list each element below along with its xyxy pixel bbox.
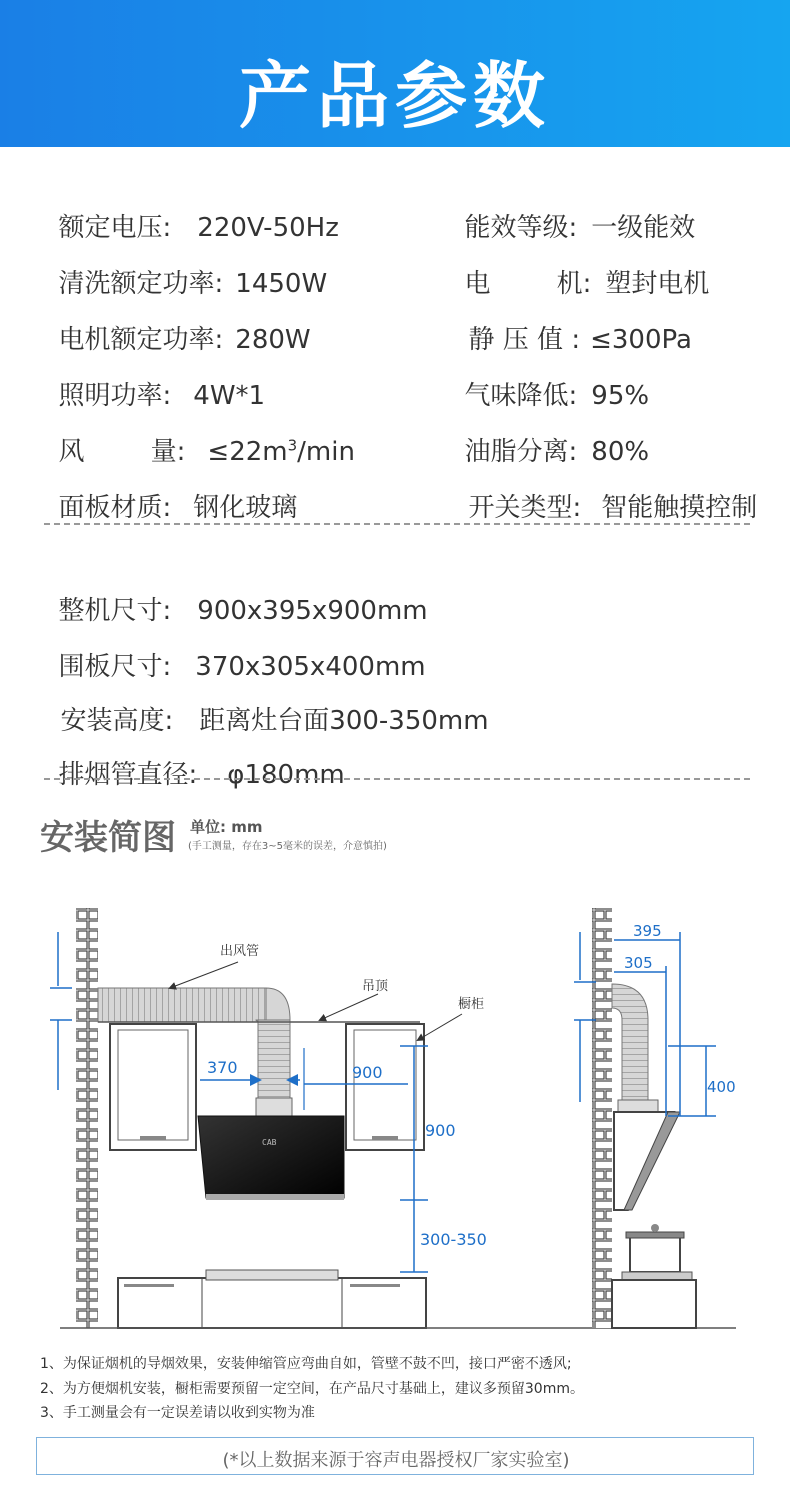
footer-text: (*以上数据来源于容声电器授权厂家实验室): [222, 1450, 570, 1471]
spec-label: 电机额定功率:: [58, 325, 224, 355]
spec-value: 塑封电机: [605, 269, 710, 299]
spec-label: 开关类型:: [468, 493, 582, 523]
range-hood: [198, 1116, 344, 1198]
dim-400-label: 400: [707, 1078, 736, 1096]
dim-370-label: 370: [207, 1058, 238, 1077]
note-3: 3、手工测量会有一定误差请以收到实物为准: [40, 1405, 315, 1421]
spec-value: 智能触摸控制: [601, 493, 758, 523]
hood-bottom-trim: [206, 1194, 344, 1200]
spec-label: 静 压 值 :: [468, 325, 581, 355]
spec-label: 电 机:: [464, 269, 592, 299]
spec-label: 能效等级:: [464, 213, 578, 243]
dim-pipe: [42, 724, 345, 791]
hose-horizontal: [98, 988, 266, 1022]
spec-panel: [42, 457, 297, 524]
page-title: 产品参数: [238, 54, 551, 138]
pot: [630, 1236, 680, 1272]
cabinet-handle: [140, 1136, 166, 1140]
side-brick-wall: [592, 908, 612, 1328]
side-stove: [622, 1272, 692, 1280]
dim-300-label: 300-350: [420, 1230, 487, 1249]
spec-value: 80%: [591, 437, 650, 467]
dim-395-label: 395: [633, 922, 662, 940]
cabinet-left: [110, 1024, 196, 1150]
spec-exponent: 3: [287, 436, 298, 455]
hood-collar: [256, 1098, 292, 1116]
dim-label: 排烟管直径:: [58, 760, 198, 790]
dim-value: 900x395x900mm: [197, 596, 428, 626]
spec-value: 95%: [591, 381, 650, 411]
install-note: (手工测量，存在3~5毫米的误差，介意慎拍): [188, 841, 387, 852]
stove: [206, 1270, 338, 1280]
install-title: 安装简图: [40, 818, 176, 858]
spec-value: 一级能效: [591, 213, 696, 243]
dim-value: φ180mm: [227, 760, 345, 790]
divider: [44, 778, 750, 780]
brick-wall: [76, 908, 98, 1328]
spec-value: 4W*1: [193, 381, 266, 411]
hose-vertical: [258, 1020, 290, 1100]
installation-diagram: [0, 880, 790, 1340]
dim-305-label: 305: [624, 954, 653, 972]
spec-label: 清洗额定功率:: [58, 269, 224, 299]
label-ceiling: 吊顶: [362, 979, 389, 994]
spec-label: 照明功率:: [58, 381, 172, 411]
install-unit: 单位: mm: [190, 818, 263, 836]
spec-value: 钢化玻璃: [193, 493, 298, 523]
note-2: 2、为方便烟机安装，橱柜需要预留一定空间，在产品尺寸基础上，建议多预留30mm。: [40, 1381, 584, 1397]
spec-value: 280W: [235, 325, 311, 355]
spec-value: ≤300Pa: [590, 325, 692, 355]
dim-value: 距离灶台面300-350mm: [199, 706, 489, 736]
header-banner: [0, 0, 790, 147]
spec-label: 风 量:: [58, 437, 186, 467]
side-collar: [618, 1100, 658, 1112]
divider: [44, 523, 750, 525]
spec-switch: [452, 457, 757, 524]
label-outlet-pipe: 出风管: [220, 944, 260, 959]
hood-display: CAB: [262, 1138, 277, 1147]
cabinet-right: [346, 1024, 424, 1150]
spec-label: 面板材质:: [58, 493, 172, 523]
dim-label: 围板尺寸:: [58, 652, 172, 682]
note-1: 1、为保证烟机的导烟效果，安装伸缩管应弯曲自如，管壁不鼓不凹，接口严密不透风;: [40, 1356, 572, 1372]
dim-label: 整机尺寸:: [58, 596, 172, 626]
label-cabinet: 橱柜: [458, 997, 485, 1012]
dim-value: 370x305x400mm: [195, 652, 426, 682]
footer-box: [36, 1437, 754, 1475]
dim-900-label: 900: [352, 1063, 383, 1082]
spec-label: 额定电压:: [58, 213, 172, 243]
spec-label: 油脂分离:: [464, 437, 578, 467]
spec-value: 1450W: [235, 269, 328, 299]
spec-label: 气味降低:: [464, 381, 578, 411]
spec-value: ≤22m: [207, 437, 288, 467]
spec-value: 220V-50Hz: [197, 213, 339, 243]
spec-suffix: /min: [297, 437, 355, 467]
dim-900h-label: 900: [425, 1121, 456, 1140]
dim-label: 安装高度:: [60, 706, 174, 736]
cabinet-handle: [372, 1136, 398, 1140]
side-cabinet: [612, 1280, 696, 1328]
wall-dim-lines: [50, 932, 72, 1090]
side-hose: [612, 984, 648, 1100]
